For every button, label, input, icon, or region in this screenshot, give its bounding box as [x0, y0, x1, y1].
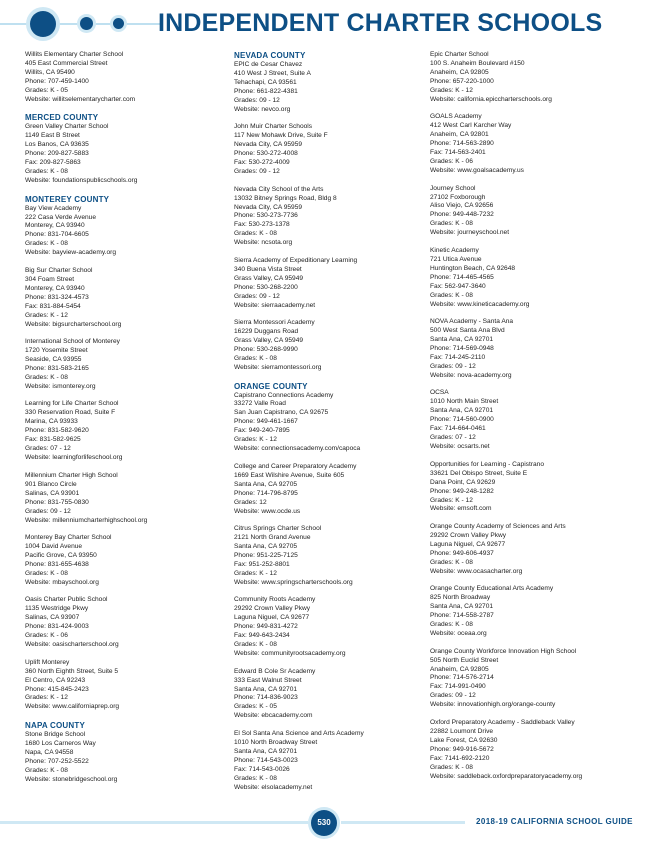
- school-grades: Grades: K - 12: [25, 311, 68, 319]
- school-grades: Grades: K - 08: [234, 774, 277, 782]
- school-detail: Lake Forest, CA 92630: [430, 736, 498, 744]
- school-entry: [25, 205, 215, 259]
- school-entry: [234, 123, 424, 177]
- school-detail: 505 North Euclid Street: [430, 656, 499, 664]
- school-detail: Laguna Niguel, CA 92677: [234, 614, 310, 622]
- school-grades: Grades: 09 - 12: [234, 96, 280, 104]
- school-website: Website: stonebridgeschool.org: [25, 775, 118, 783]
- school-entry: [234, 463, 424, 517]
- school-phone: Phone: 714-796-8795: [234, 489, 298, 497]
- school-grades: Grades: K - 05: [234, 703, 277, 711]
- page-footer: [0, 808, 651, 838]
- school-phone: Phone: 949-448-7232: [430, 211, 494, 219]
- school-detail: Grass Valley, CA 95949: [234, 274, 304, 282]
- school-phone: Phone: 949-606-4937: [430, 549, 494, 557]
- school-detail: 1010 North Broadway Street: [234, 738, 318, 746]
- school-detail: Santa Ana, CA 92701: [430, 336, 494, 344]
- school-phone: Phone: 831-655-4638: [25, 560, 89, 568]
- school-phone: Phone: 530-272-4008: [234, 150, 298, 158]
- school-name: Sierra Montessori Academy: [234, 319, 315, 327]
- school-detail: 333 East Walnut Street: [234, 676, 302, 684]
- school-website: Website: oasischarterschool.org: [25, 641, 119, 649]
- school-name: Sierra Academy of Expeditionary Learning: [234, 256, 358, 264]
- school-detail: 304 Foam Street: [25, 275, 75, 283]
- school-website: Website: millenniumcharterhighschool.org: [25, 516, 148, 524]
- school-detail: Marina, CA 93933: [25, 418, 78, 426]
- school-name: NOVA Academy - Santa Ana: [430, 318, 514, 326]
- decorative-dot-medium: [80, 17, 93, 30]
- school-grades: Grades: K - 12: [234, 569, 277, 577]
- school-grades: Grades: 07 - 12: [25, 445, 71, 453]
- school-fax: Fax: 949-240-7895: [234, 427, 290, 435]
- school-fax: Fax: 714-245-2110: [430, 353, 486, 361]
- school-website: Website: communityrootsacademy.org: [234, 650, 346, 658]
- school-grades: Grades: K - 08: [430, 621, 473, 629]
- school-name: Nevada City School of the Arts: [234, 185, 324, 193]
- school-website: Website: ocsarts.net: [430, 443, 490, 451]
- school-name: Community Roots Academy: [234, 596, 316, 604]
- school-phone: Phone: 707-252-5522: [25, 757, 89, 765]
- school-detail: Huntington Beach, CA 92648: [430, 264, 516, 272]
- school-detail: Santa Ana, CA 92705: [234, 543, 298, 550]
- school-detail: Aliso Viejo, CA 92656: [430, 202, 494, 210]
- school-detail: 27102 Foxborough: [430, 193, 486, 201]
- school-detail: 1010 North Main Street: [430, 398, 499, 406]
- school-detail: San Juan Capistrano, CA 92675: [234, 409, 329, 417]
- school-phone: Phone: 714-569-0948: [430, 345, 494, 353]
- school-detail: 1680 Los Carneros Way: [25, 739, 96, 747]
- school-website: Website: www.goalsacademy.us: [430, 167, 524, 175]
- school-website: Website: nova-academy.org: [430, 371, 512, 379]
- school-detail: Nevada City, CA 95959: [234, 141, 303, 149]
- school-name: Bay View Academy: [25, 204, 82, 212]
- school-name: Stone Bridge School: [25, 730, 86, 738]
- school-detail: 16229 Duggans Road: [234, 328, 299, 336]
- school-entry: [25, 534, 215, 588]
- school-website: Website: elsolacademy.net: [234, 783, 313, 791]
- school-phone: Phone: 714-560-0900: [430, 416, 494, 424]
- page-number: 530: [311, 810, 337, 836]
- school-phone: Phone: 714-558-2787: [430, 612, 494, 620]
- school-entry: [234, 730, 424, 793]
- school-fax: Fax: 951-252-8801: [234, 560, 290, 568]
- school-phone: Phone: 661-822-4381: [234, 87, 298, 95]
- school-fax: Fax: 530-272-4009: [234, 159, 290, 167]
- school-fax: Fax: 714-991-0490: [430, 683, 486, 691]
- school-website: Website: www.californiaprep.org: [25, 703, 120, 711]
- school-detail: Los Banos, CA 93635: [25, 141, 89, 149]
- school-grades: Grades: K - 08: [430, 558, 473, 566]
- school-fax: Fax: 530-273-1378: [234, 221, 290, 229]
- county-heading: MERCED COUNTY: [25, 113, 99, 123]
- school-fax: Fax: 714-664-0461: [430, 425, 486, 433]
- school-grades: Grades: 09 - 12: [430, 362, 476, 370]
- listing-column-3: [430, 51, 620, 790]
- school-detail: Grass Valley, CA 95949: [234, 337, 304, 345]
- school-website: Website: nevco.org: [234, 105, 291, 113]
- school-detail: 330 Reservation Road, Suite F: [25, 409, 116, 417]
- school-fax: Fax: 949-643-2434: [234, 632, 290, 640]
- school-entry: [25, 400, 215, 463]
- school-phone: Phone: 831-704-6605: [25, 231, 89, 239]
- school-fax: Fax: 714-543-0026: [234, 765, 290, 773]
- school-website: Website: saddleback.oxfordpreparatoryacademy.org: [430, 772, 583, 780]
- school-entry: [430, 719, 620, 782]
- school-website: Website: www.ocasacharter.org: [430, 567, 523, 575]
- school-phone: Phone: 831-582-9620: [25, 427, 89, 435]
- school-phone: Phone: 530-268-2200: [234, 283, 298, 291]
- school-detail: El Centro, CA 92243: [25, 676, 86, 684]
- school-phone: Phone: 949-248-1282: [430, 487, 494, 495]
- school-phone: Phone: 831-324-4573: [25, 293, 89, 301]
- school-website: Website: connectionsacademy.com/capoca: [234, 445, 361, 453]
- school-name: El Sol Santa Ana Science and Arts Academy: [234, 729, 364, 737]
- footer-rule-left: [0, 821, 308, 824]
- school-grades: Grades: K - 08: [234, 641, 277, 649]
- school-detail: Nevada City, CA 95959: [234, 203, 303, 211]
- school-detail: Seaside, CA 93955: [25, 356, 82, 364]
- listing-column-1: [25, 51, 215, 793]
- school-website: Website: innovationhigh.org/orange-county: [430, 701, 556, 709]
- school-phone: Phone: 714-836-9023: [234, 694, 298, 702]
- school-website: Website: journeyschool.net: [430, 229, 510, 237]
- school-detail: Salinas, CA 93907: [25, 614, 80, 622]
- school-name: Learning for Life Charter School: [25, 400, 119, 408]
- school-entry: [25, 596, 215, 650]
- school-fax: Fax: 562-947-3640: [430, 282, 486, 290]
- school-entry: [25, 123, 215, 186]
- school-phone: Phone: 707-459-1400: [25, 77, 89, 85]
- school-website: Website: sierraacademy.net: [234, 301, 316, 309]
- school-detail: Anaheim, CA 92805: [430, 68, 489, 76]
- school-grades: Grades: K - 08: [25, 766, 68, 774]
- school-name: Opportunities for Learning - Capistrano: [430, 460, 544, 468]
- school-phone: Phone: 951-225-7125: [234, 551, 298, 559]
- school-grades: Grades: 09 - 12: [234, 292, 280, 300]
- school-name: Oasis Charter Public School: [25, 596, 108, 604]
- school-grades: Grades: K - 06: [430, 158, 473, 166]
- listing-column-2: [234, 51, 424, 801]
- school-detail: 410 West J Street, Suite A: [234, 69, 311, 77]
- school-website: Website: ncsota.org: [234, 239, 293, 247]
- school-website: Website: www.kineticacademy.org: [430, 300, 530, 308]
- school-entry: [25, 731, 215, 785]
- school-website: Website: bayview-academy.org: [25, 249, 117, 257]
- school-grades: Grades: 07 - 12: [430, 434, 476, 442]
- school-name: College and Career Preparatory Academy: [234, 462, 357, 470]
- school-detail: 22882 Loumont Drive: [430, 727, 494, 735]
- school-detail: Laguna Niguel, CA 92677: [430, 540, 506, 548]
- school-entry: [234, 257, 424, 311]
- school-entry: [430, 461, 620, 515]
- county-heading: NAPA COUNTY: [25, 720, 85, 730]
- school-name: Oxford Preparatory Academy - Saddleback Valley: [430, 718, 575, 726]
- school-website: Website: ismonterey.org: [25, 382, 96, 390]
- school-detail: 1135 Westridge Pkwy: [25, 605, 89, 613]
- school-phone: Phone: 949-831-4272: [234, 623, 298, 631]
- school-name: John Muir Charter Schools: [234, 123, 313, 131]
- school-name: Orange County Academy of Sciences and Arts: [430, 523, 566, 530]
- school-detail: Monterey, CA 93940: [25, 222, 85, 230]
- school-grades: Grades: K - 08: [430, 220, 473, 228]
- school-grades: Grades: K - 08: [234, 230, 277, 238]
- school-entry: [430, 51, 620, 105]
- school-phone: Phone: 949-461-1667: [234, 418, 298, 426]
- school-fax: Fax: 714-563-2401: [430, 149, 486, 157]
- school-detail: 2121 North Grand Avenue: [234, 534, 311, 542]
- school-name: GOALS Academy: [430, 113, 482, 121]
- school-phone: Phone: 831-755-0830: [25, 498, 89, 506]
- school-detail: Anaheim, CA 92801: [430, 131, 489, 139]
- school-name: Citrus Springs Charter School: [234, 525, 322, 533]
- guide-title: 2018-19 CALIFORNIA SCHOOL GUIDE: [476, 817, 633, 826]
- school-detail: Willits, CA 95490: [25, 68, 75, 76]
- school-website: Website: willitselementarycharter.com: [25, 95, 136, 103]
- school-name: Big Sur Charter School: [25, 266, 93, 274]
- school-entry: [430, 113, 620, 176]
- school-website: Website: foundationspublicschools.org: [25, 177, 138, 185]
- school-website: Website: learningforlifeschool.org: [25, 454, 123, 462]
- school-grades: Grades: K - 06: [25, 632, 68, 640]
- school-name: EPIC de Cesar Chavez: [234, 61, 303, 68]
- school-detail: 360 North Eighth Street, Suite 5: [25, 667, 119, 675]
- school-entry: [430, 318, 620, 381]
- school-fax: Fax: 831-884-5454: [25, 302, 81, 310]
- school-grades: Grades: 09 - 12: [25, 507, 71, 515]
- school-phone: Phone: 657-220-1000: [430, 77, 494, 85]
- school-entry: [234, 61, 424, 115]
- school-detail: 13032 Bitney Springs Road, Bldg 8: [234, 194, 337, 202]
- school-grades: Grades: K - 12: [25, 694, 68, 702]
- school-grades: Grades: 09 - 12: [234, 168, 280, 176]
- school-website: Website: bigsurcharterschool.org: [25, 320, 122, 328]
- school-grades: Grades: K - 08: [430, 763, 473, 771]
- decorative-dot-small: [113, 18, 124, 29]
- school-entry: [25, 338, 215, 392]
- school-phone: Phone: 714-563-2890: [430, 140, 494, 148]
- school-detail: Tehachapi, CA 93561: [234, 78, 297, 86]
- school-detail: 1669 East Wilshire Avenue, Suite 605: [234, 471, 345, 479]
- school-detail: Pacific Grove, CA 93950: [25, 551, 97, 559]
- school-entry: [25, 51, 215, 105]
- school-phone: Phone: 831-424-9003: [25, 623, 89, 631]
- school-detail: Napa, CA 94558: [25, 748, 74, 756]
- school-grades: Grades: K - 12: [234, 436, 277, 444]
- school-phone: Phone: 714-576-2714: [430, 674, 494, 682]
- school-name: Epic Charter School: [430, 51, 489, 58]
- school-phone: Phone: 530-268-9990: [234, 346, 298, 354]
- footer-rule-right: [341, 821, 465, 824]
- school-detail: Santa Ana, CA 92701: [430, 603, 494, 611]
- school-detail: Salinas, CA 93901: [25, 489, 80, 497]
- school-detail: 33621 Del Obispo Street, Suite E: [430, 469, 528, 477]
- school-grades: Grades: K - 05: [25, 86, 68, 94]
- school-detail: 405 East Commercial Street: [25, 59, 108, 67]
- school-detail: 1149 East B Street: [25, 132, 80, 140]
- school-name: Kinetic Academy: [430, 246, 479, 254]
- school-fax: Fax: 209-827-5863: [25, 159, 81, 167]
- school-detail: 340 Buena Vista Street: [234, 265, 302, 273]
- county-heading: NEVADA COUNTY: [234, 51, 306, 60]
- school-detail: 1004 David Avenue: [25, 543, 83, 550]
- school-detail: Dana Point, CA 92629: [430, 478, 496, 486]
- school-entry: [234, 525, 424, 588]
- school-entry: [234, 319, 424, 373]
- school-name: Willits Elementary Charter School: [25, 51, 124, 58]
- school-grades: Grades: K - 12: [430, 496, 473, 504]
- school-website: Website: california.epiccharterschools.org: [430, 95, 552, 103]
- school-name: Orange County Educational Arts Academy: [430, 585, 554, 593]
- school-entry: [430, 648, 620, 711]
- school-phone: Phone: 209-827-5883: [25, 150, 89, 158]
- school-detail: 825 North Broadway: [430, 594, 491, 602]
- school-name: Monterey Bay Charter School: [25, 534, 112, 542]
- school-entry: [430, 523, 620, 577]
- school-website: Website: oceaa.org: [430, 630, 487, 638]
- school-detail: 117 New Mohawk Drive, Suite F: [234, 132, 328, 140]
- school-detail: Santa Ana, CA 92701: [234, 747, 298, 755]
- school-entry: [234, 392, 424, 455]
- school-website: Website: sierramontessori.org: [234, 363, 322, 371]
- school-entry: [25, 472, 215, 526]
- school-detail: Santa Ana, CA 92701: [234, 685, 298, 693]
- decorative-dot-large: [30, 11, 56, 37]
- school-phone: Phone: 415-845-2423: [25, 685, 89, 693]
- county-heading: MONTEREY COUNTY: [25, 194, 110, 204]
- school-name: Millennium Charter High School: [25, 471, 118, 479]
- school-detail: 500 West Santa Ana Blvd: [430, 327, 505, 335]
- school-detail: Santa Ana, CA 92705: [234, 480, 298, 488]
- school-website: Website: www.springscharterschools.org: [234, 578, 353, 586]
- school-detail: 721 Utica Avenue: [430, 255, 482, 263]
- school-phone: Phone: 831-583-2165: [25, 365, 89, 373]
- school-website: Website: mbayschool.org: [25, 578, 99, 586]
- school-phone: Phone: 949-916-5672: [430, 745, 494, 753]
- school-detail: 33272 Valle Road: [234, 400, 286, 408]
- school-website: Website: ebcacademy.com: [234, 712, 313, 720]
- school-detail: Monterey, CA 93940: [25, 284, 85, 292]
- school-name: OCSA: [430, 389, 449, 397]
- school-phone: Phone: 530-273-7736: [234, 212, 298, 220]
- school-detail: 901 Blanco Circle: [25, 480, 77, 488]
- school-grades: Grades: K - 08: [25, 168, 68, 176]
- county-heading: ORANGE COUNTY: [234, 381, 308, 391]
- school-detail: 29292 Crown Valley Pkwy: [430, 531, 507, 539]
- school-name: Capistrano Connections Academy: [234, 391, 334, 399]
- school-fax: Fax: 831-582-9625: [25, 436, 81, 444]
- school-detail: 412 West Carl Karcher Way: [430, 122, 512, 130]
- school-detail: 100 S. Anaheim Boulevard #150: [430, 59, 525, 67]
- school-detail: 222 Casa Verde Avenue: [25, 213, 97, 221]
- page-header: [0, 0, 651, 48]
- school-entry: [234, 596, 424, 659]
- school-entry: [234, 668, 424, 722]
- school-grades: Grades: K - 08: [25, 240, 68, 248]
- school-entry: [234, 186, 424, 249]
- school-grades: Grades: 12: [234, 498, 267, 506]
- school-grades: Grades: K - 08: [25, 373, 68, 381]
- school-grades: Grades: K - 12: [430, 86, 473, 94]
- school-entry: [430, 585, 620, 639]
- school-entry: [430, 389, 620, 452]
- school-grades: Grades: 09 - 12: [430, 692, 476, 700]
- school-website: Website: emsoft.com: [430, 505, 492, 513]
- school-fax: Fax: 7141-692-2120: [430, 754, 490, 762]
- school-name: International School of Monterey: [25, 338, 120, 346]
- school-grades: Grades: K - 08: [234, 355, 277, 363]
- school-entry: [430, 185, 620, 239]
- school-name: Journey School: [430, 184, 476, 192]
- school-name: Green Valley Charter School: [25, 123, 109, 131]
- school-grades: Grades: K - 08: [25, 569, 68, 577]
- school-name: Orange County Workforce Innovation High School: [430, 647, 577, 655]
- page-title: INDEPENDENT CHARTER SCHOOLS: [158, 9, 603, 37]
- school-detail: Anaheim, CA 92805: [430, 665, 489, 673]
- school-name: Edward B Cole Sr Academy: [234, 667, 316, 675]
- school-entry: [430, 247, 620, 310]
- school-entry: [25, 659, 215, 713]
- school-detail: Santa Ana, CA 92701: [430, 407, 494, 415]
- school-phone: Phone: 714-465-4565: [430, 273, 494, 281]
- school-entry: [25, 267, 215, 330]
- school-website: Website: www.ocde.us: [234, 507, 301, 515]
- school-name: Uplift Monterey: [25, 658, 70, 666]
- school-phone: Phone: 714-543-0023: [234, 756, 298, 764]
- school-detail: 1720 Yosemite Street: [25, 347, 88, 355]
- school-grades: Grades: K - 08: [430, 291, 473, 299]
- school-detail: 29292 Crown Valley Pkwy: [234, 605, 311, 613]
